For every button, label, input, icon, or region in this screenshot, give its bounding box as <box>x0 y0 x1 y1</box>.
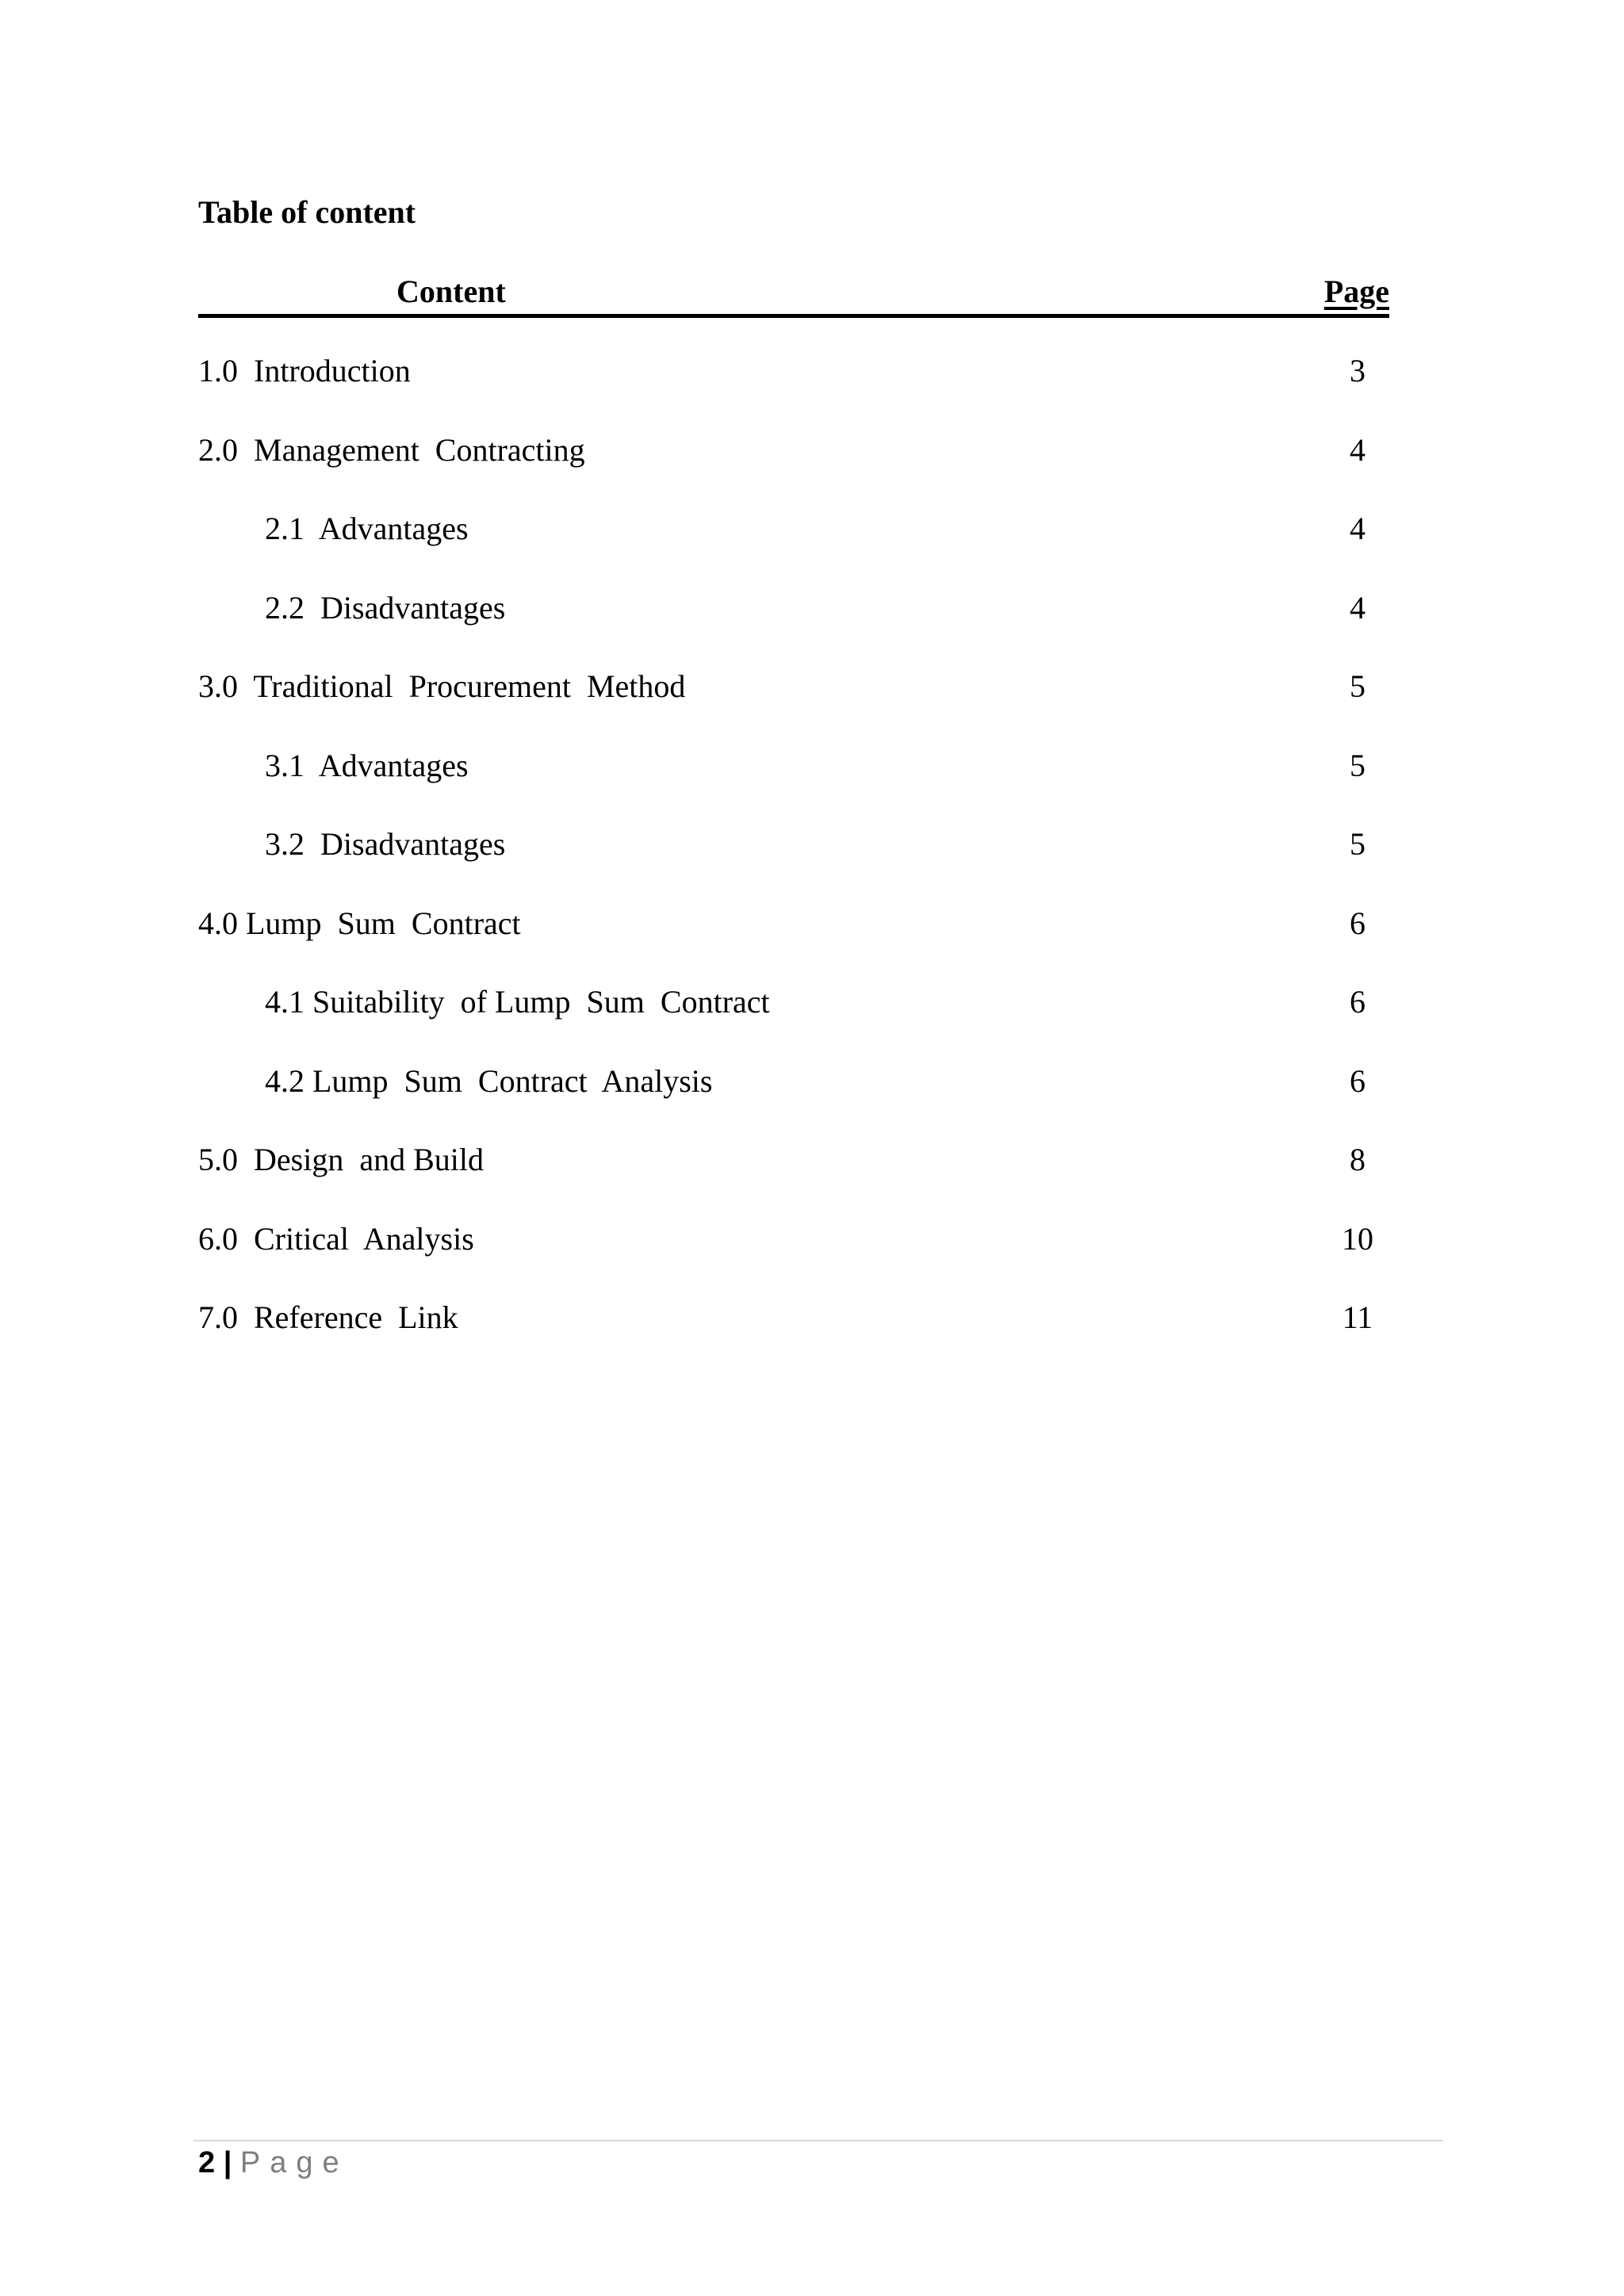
toc-list <box>198 349 1389 1375</box>
toc-header-content-label: Content <box>396 274 506 309</box>
toc-entry-page: 4 <box>1350 589 1365 626</box>
footer-separator: | <box>223 2146 232 2179</box>
toc-entry[interactable] <box>198 980 1389 1059</box>
toc-entry[interactable] <box>198 586 1389 665</box>
toc-entry-label: 1.0 Introduction <box>198 353 411 388</box>
toc-entry-page: 11 <box>1342 1299 1373 1335</box>
footer-divider <box>193 2140 1443 2141</box>
toc-entry-label: 3.2 Disadvantages <box>265 826 506 862</box>
toc-entry-label: 4.0 Lump Sum Contract <box>198 905 521 941</box>
toc-entry-label: 4.2 Lump Sum Contract Analysis <box>265 1062 713 1099</box>
toc-entry-page: 8 <box>1350 1142 1365 1177</box>
toc-entry-page: 5 <box>1350 747 1365 783</box>
page-footer <box>198 2141 349 2185</box>
toc-title: Table of content <box>198 194 416 230</box>
toc-entry-page: 4 <box>1350 511 1365 546</box>
toc-entry[interactable] <box>198 428 1389 507</box>
toc-entry[interactable] <box>198 349 1389 428</box>
toc-entry-label: 7.0 Reference Link <box>198 1299 458 1335</box>
footer-page-word: Page <box>239 2146 349 2179</box>
toc-entry-label: 2.2 Disadvantages <box>265 589 506 626</box>
toc-entry[interactable] <box>198 901 1389 981</box>
toc-entry[interactable] <box>198 1059 1389 1138</box>
toc-entry[interactable] <box>198 664 1389 744</box>
toc-header-row <box>198 270 1389 318</box>
toc-entry-label: 3.1 Advantages <box>265 747 469 783</box>
toc-entry-label: 6.0 Critical Analysis <box>198 1220 474 1257</box>
toc-entry-label: 2.1 Advantages <box>265 511 469 546</box>
toc-entry-label: 3.0 Traditional Procurement Method <box>198 668 686 704</box>
toc-entry-label: 4.1 Suitability of Lump Sum Contract <box>265 984 770 1020</box>
footer-page-number: 2 <box>198 2146 216 2179</box>
toc-entry[interactable] <box>198 1217 1389 1296</box>
toc-entry-page: 4 <box>1350 431 1365 468</box>
toc-entry-page: 6 <box>1350 984 1365 1020</box>
toc-entry-page: 6 <box>1350 1062 1365 1099</box>
toc-entry[interactable] <box>198 744 1389 823</box>
toc-entry[interactable] <box>198 1138 1389 1217</box>
toc-entry-label: 5.0 Design and Build <box>198 1142 484 1177</box>
toc-entry-label: 2.0 Management Contracting <box>198 431 585 468</box>
toc-entry-page: 5 <box>1350 826 1365 862</box>
toc-entry-page: 6 <box>1350 905 1365 941</box>
toc-entry[interactable] <box>198 822 1389 901</box>
toc-entry[interactable] <box>198 507 1389 586</box>
toc-entry-page: 3 <box>1350 353 1365 388</box>
toc-entry-page: 10 <box>1342 1220 1373 1257</box>
toc-entry[interactable] <box>198 1295 1389 1375</box>
toc-header-page-label: Page <box>1323 274 1389 309</box>
toc-entry-page: 5 <box>1350 668 1365 704</box>
